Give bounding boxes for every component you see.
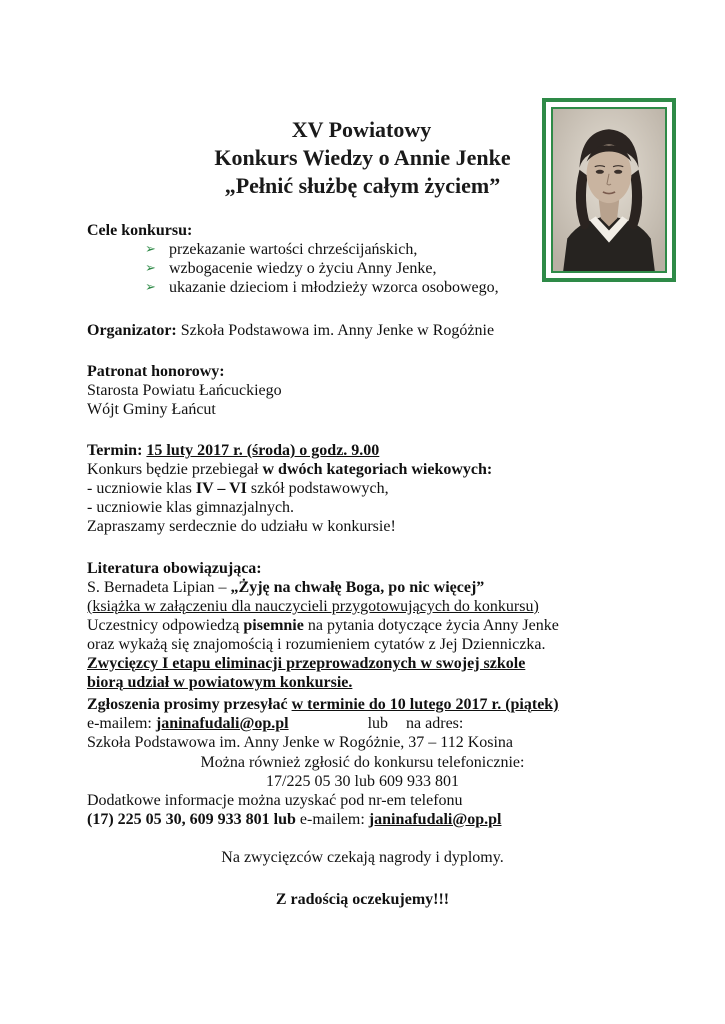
phone-numbers: 17/225 05 30 lub 609 933 801 bbox=[266, 773, 459, 790]
title-line-3: „Pełnić służbę całym życiem” bbox=[224, 173, 501, 198]
organizer-value: Szkoła Podstawowa im. Anny Jenke w Rogóżnie bbox=[176, 322, 495, 339]
info-section: Dodatkowe informacje można uzyskać pod nr-em telefonu (17) 225 05 30, 609 933 801 lub e-mailem: janinafudali@op.pl bbox=[87, 792, 502, 828]
winners-line-1: Zwycięzcy I etapu eliminacji przeprowadzonych w swojej szkole bbox=[87, 655, 526, 672]
patronage-line: Wójt Gminy Łańcut bbox=[87, 401, 216, 418]
portrait-photo bbox=[551, 107, 667, 273]
list-item: ➢ przekazanie wartości chrześcijańskich, bbox=[145, 241, 418, 258]
info-email-link[interactable]: janinafudali@op.pl bbox=[368, 811, 502, 828]
term-value: 15 luty 2017 r. (środa) o godz. 9.00 bbox=[146, 442, 380, 459]
arrow-bullet-icon: ➢ bbox=[145, 280, 156, 295]
list-item: ➢ wzbogacenie wiedzy o życiu Anny Jenke, bbox=[145, 260, 437, 277]
patronage-line: Starosta Powiatu Łańcuckiego bbox=[87, 382, 282, 399]
goals-section bbox=[87, 221, 192, 240]
title-line-1: XV Powiatowy bbox=[291, 117, 432, 142]
prizes-line: Na zwycięzców czekają nagrody i dyplomy. bbox=[221, 849, 504, 866]
closing-line: Z radością oczekujemy!!! bbox=[275, 891, 450, 908]
registration-section: Zgłoszenia prosimy przesyłać w terminie do 10 lutego 2017 r. (piątek) e-mailem: janinafudali@op.pl lub na adres: Szkoła Podstawowa im. Anny Jenke w Rogóżnie, 37 – 112 Kosina bbox=[87, 696, 559, 751]
portrait-image bbox=[553, 109, 665, 271]
phone-line: Można również zgłosić do konkursu telefonicznie: bbox=[200, 754, 525, 771]
term-label: Termin: bbox=[87, 442, 143, 459]
portrait-frame bbox=[542, 98, 676, 282]
title-line-2: Konkurs Wiedzy o Annie Jenke bbox=[214, 145, 511, 170]
list-item: ➢ ukazanie dzieciom i młodzieży wzorca osobowego, bbox=[145, 279, 499, 296]
literature-heading: Literatura obowiązująca: bbox=[87, 560, 262, 577]
book-title: „Żyję na chwałę Boga, po nic więcej” bbox=[230, 579, 485, 596]
arrow-bullet-icon: ➢ bbox=[145, 261, 156, 276]
organizer-section bbox=[87, 321, 494, 340]
book-note: (książka w załączeniu dla nauczycieli przygotowujących do konkursu) bbox=[87, 598, 539, 615]
patronage-section bbox=[87, 362, 282, 419]
patronage-heading: Patronat honorowy: bbox=[87, 363, 225, 380]
arrow-bullet-icon: ➢ bbox=[145, 242, 156, 257]
deadline: w terminie do 10 lutego 2017 r. (piątek) bbox=[291, 696, 559, 713]
address-line: Szkoła Podstawowa im. Anny Jenke w Rogóżnie, 37 – 112 Kosina bbox=[87, 734, 514, 751]
email-link[interactable]: janinafudali@op.pl bbox=[155, 715, 289, 732]
goals-heading: Cele konkursu: bbox=[87, 222, 193, 239]
term-section: Termin: 15 luty 2017 r. (środa) o godz. 9.00 Konkurs będzie przebiegał w dwóch kategoriach wiekowych: - uczniowie klas IV – VI szkół podstawowych, - uczniowie klas gimnazjalnych. Zapraszamy serdecznie do udziału w konkursie! bbox=[87, 442, 493, 535]
winners-line-2: biorą udział w powiatowym konkursie. bbox=[87, 674, 353, 691]
goals-list bbox=[145, 240, 499, 297]
organizer-label: Organizator: bbox=[87, 322, 177, 339]
literature-section: Literatura obowiązująca: S. Bernadeta Lipian – „Żyję na chwałę Boga, po nic więcej” (książka w załączeniu dla nauczycieli przygotowujących do konkursu) Uczestnicy odpowiedzą pisemnie na pytania dotyczące życia Anny Jenke oraz wykażą się znajomością i rozumieniem cytatów z Jej Dzienniczka. Zwycięzcy I etapu eliminacji przeprowadzonych w swojej szkole biorą udział w powiatowym konkursie. bbox=[87, 560, 559, 691]
